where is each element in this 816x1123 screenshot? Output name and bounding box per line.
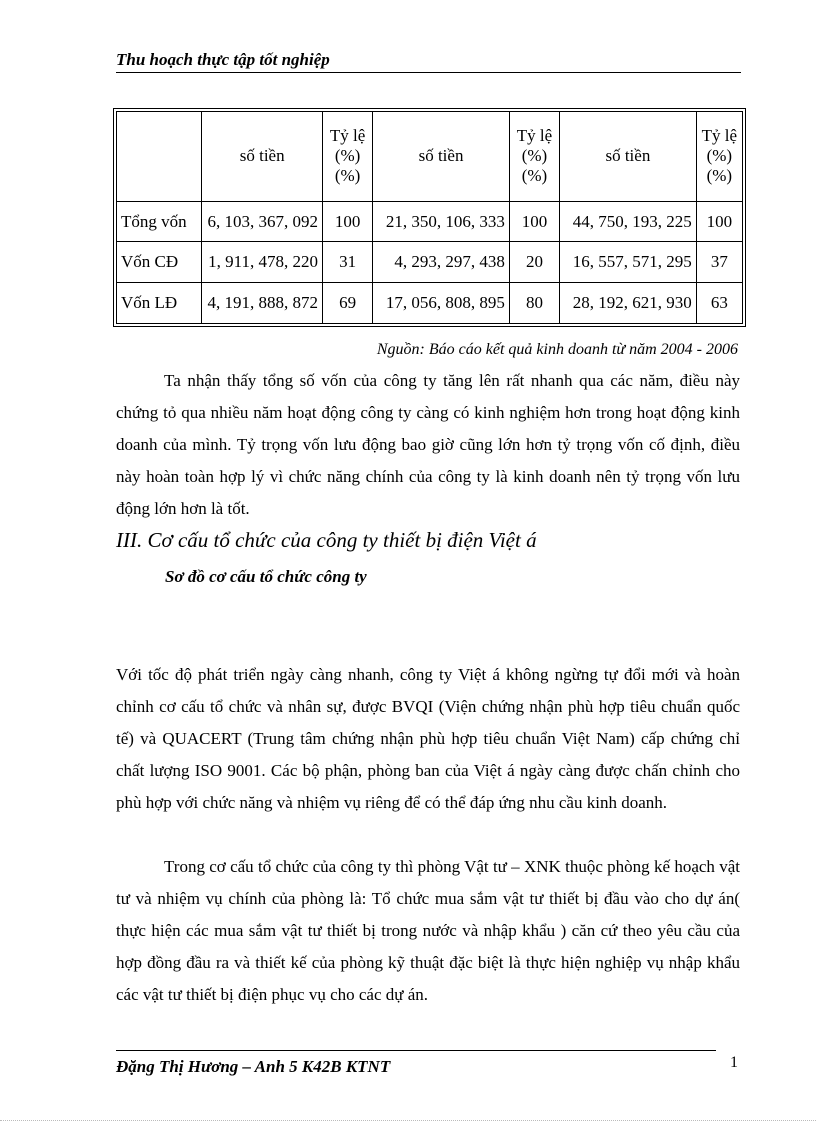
footer-author: Đặng Thị Hương – Anh 5 K42B KTNT (116, 1057, 391, 1076)
section-heading: III. Cơ cấu tổ chức của công ty thiết bị điện Việt á (116, 528, 537, 552)
ratio-cell: 100 (322, 201, 372, 242)
table-header-row (117, 112, 743, 202)
amount-cell: 21, 350, 106, 333 (373, 201, 510, 242)
ratio-cell: 37 (696, 242, 742, 283)
amount-cell: 17, 056, 808, 895 (373, 283, 510, 324)
ratio-cell: 69 (322, 283, 372, 324)
row-label-cell: Vốn LĐ (117, 283, 202, 324)
paragraph-org-development: Với tốc độ phát triển ngày càng nhanh, công ty Việt á không ngừng tự đổi mới và hoàn chỉnh cơ cấu tổ chức và nhân sự, được BVQI (Viện chứng nhận phù hợp tiêu chuẩn quốc tế) và QUACERT (Trung tâm chứng nhận phù hợp tiêu chuẩn Việt Nam) cấp chứng chỉ chất lượng ISO 9001. Các bộ phận, phòng ban của Việt á ngày càng được chấn chỉnh cho phù hợp với chức năng và nhiệm vụ riêng để có thể đáp ứng nhu cầu kinh doanh. (116, 665, 740, 812)
ratio-cell: 63 (696, 283, 742, 324)
running-header: Thu hoạch thực tập tốt nghiệp (116, 50, 330, 69)
header-amount-cell: số tiền (373, 112, 510, 202)
row-label-cell: Vốn CĐ (117, 242, 202, 283)
header-rule (116, 72, 741, 73)
amount-cell: 1, 911, 478, 220 (202, 242, 323, 283)
paragraph-procurement-dept: Trong cơ cấu tổ chức của công ty thì phòng Vật tư – XNK thuộc phòng kế hoạch vật tư và nhiệm vụ chính của phòng là: Tổ chức mua sắm vật tư thiết bị đầu vào cho dự án( thực hiện các mua sắm vật tư thiết bị trong nước và nhập khẩu ) căn cứ theo yêu cầu của hợp đồng đầu ra và thiết kế của phòng kỹ thuật đặc biệt là thực hiện nghiệp vụ nhập khẩu các vật tư thiết bị điện phục vụ cho các dự án. (116, 857, 740, 1004)
amount-cell: 28, 192, 621, 930 (560, 283, 697, 324)
amount-cell: 16, 557, 571, 295 (560, 242, 697, 283)
ratio-cell: 80 (509, 283, 559, 324)
table-corner-cell (117, 112, 202, 202)
amount-cell: 4, 191, 888, 872 (202, 283, 323, 324)
table-row (117, 242, 743, 283)
page-bottom-divider (0, 1120, 816, 1121)
ratio-cell: 100 (509, 201, 559, 242)
header-ratio-cell: Tỷ lệ (%) (%) (322, 112, 372, 202)
ratio-cell: 100 (696, 201, 742, 242)
amount-cell: 4, 293, 297, 438 (373, 242, 510, 283)
ratio-cell: 31 (322, 242, 372, 283)
footer-rule (116, 1050, 716, 1051)
row-label-cell: Tổng vốn (117, 201, 202, 242)
ratio-cell: 20 (509, 242, 559, 283)
page-number: 1 (730, 1054, 738, 1071)
header-ratio-cell: Tỷ lệ (%) (%) (509, 112, 559, 202)
header-amount-cell: số tiền (560, 112, 697, 202)
table-row (117, 201, 743, 242)
subheading-org-chart: Sơ đồ cơ cấu tổ chức công ty (165, 567, 367, 586)
capital-structure-table (113, 108, 746, 327)
amount-cell: 44, 750, 193, 225 (560, 201, 697, 242)
table-source-note: Nguồn: Báo cáo kết quả kinh doanh từ năm 2004 - 2006 (376, 341, 738, 358)
header-amount-cell: số tiền (202, 112, 323, 202)
paragraph-capital-analysis: Ta nhận thấy tổng số vốn của công ty tăng lên rất nhanh qua các năm, điều này chứng tỏ qua nhiều năm hoạt động công ty càng có kinh nghiệm hơn trong hoạt động kinh doanh của mình. Tỷ trọng vốn lưu động bao giờ cũng lớn hơn tỷ trọng vốn cố định, điều này hoàn toàn hợp lý vì chức năng chính của công ty là kinh doanh nên tỷ trọng vốn lưu động lớn hơn là tốt. (116, 371, 740, 518)
amount-cell: 6, 103, 367, 092 (202, 201, 323, 242)
header-ratio-cell: Tỷ lệ (%) (%) (696, 112, 742, 202)
table-row (117, 283, 743, 324)
